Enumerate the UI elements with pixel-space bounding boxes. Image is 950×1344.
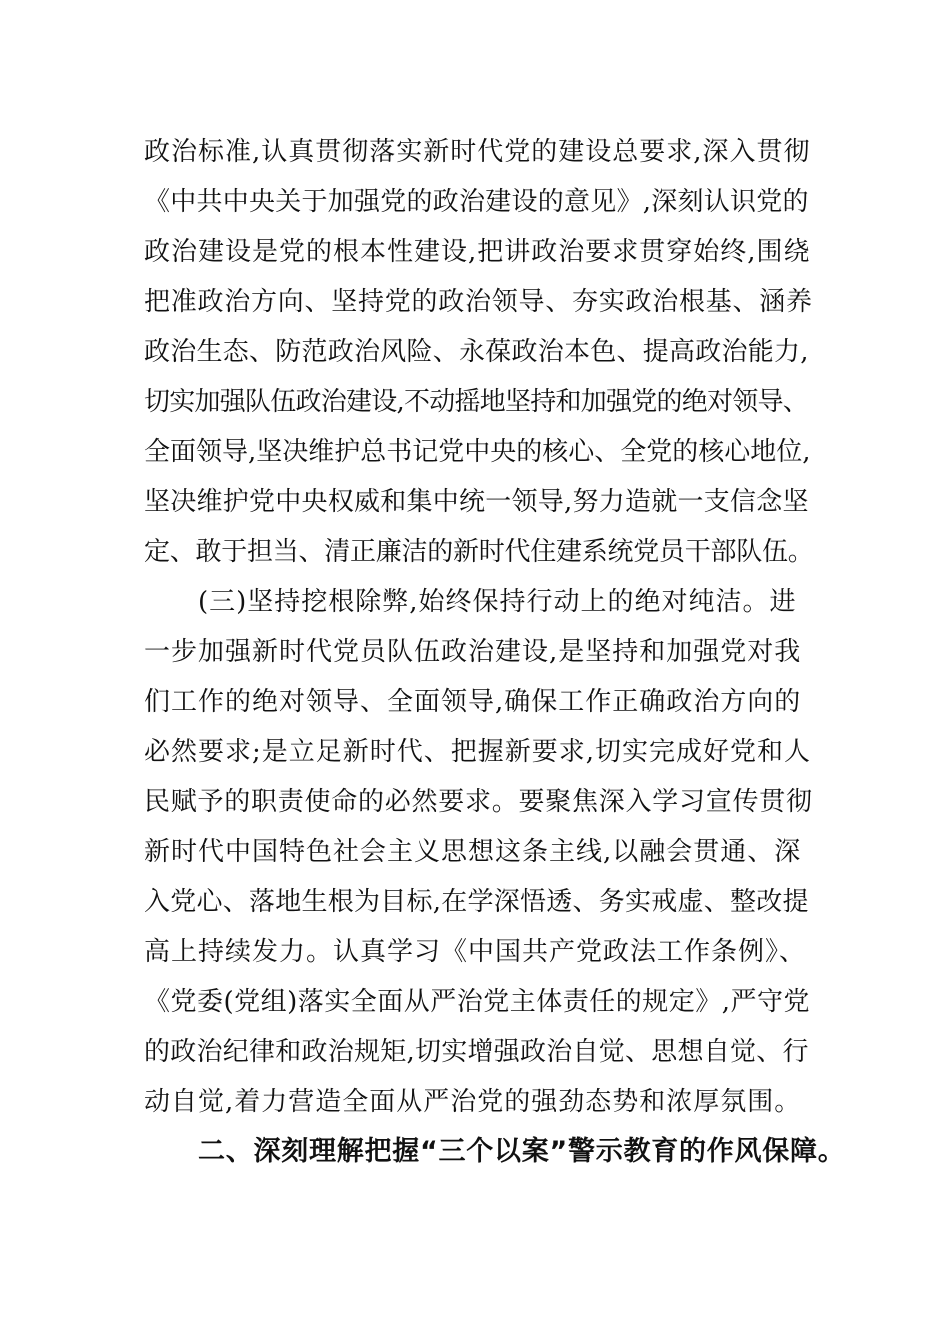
body-line: 定、敢于担当、清正廉洁的新时代住建系统党员干部队伍。 [144,537,814,567]
body-line: 的政治纪律和政治规矩,切实增强政治自觉、思想自觉、行 [144,1037,809,1067]
body-line: 一步加强新时代党员队伍政治建设,是坚持和加强党对我 [144,637,802,667]
body-line: 新时代中国特色社会主义思想这条主线,以融会贯通、深 [144,837,802,867]
body-line: 们工作的绝对领导、全面领导,确保工作正确政治方向的 [144,687,802,717]
body-line: 全面领导,坚决维护总书记党中央的核心、全党的核心地位, [144,437,811,467]
body-line: 必然要求;是立足新时代、把握新要求,切实完成好党和人 [144,737,812,767]
body-line: 民赋予的职责使命的必然要求。要聚焦深入学习宣传贯彻 [144,787,813,817]
subsection-title-line: (三)坚持挖根除弊,始终保持行动上的绝对纯洁。进 [198,587,797,617]
body-line: 《中共中央关于加强党的政治建设的意见》,深刻认识党的 [144,187,809,217]
body-line: 政治标准,认真贯彻落实新时代党的建设总要求,深入贯彻 [144,137,811,167]
body-line: 政治生态、防范政治风险、永葆政治本色、提高政治能力, [144,337,809,367]
body-line: 把准政治方向、坚持党的政治领导、夯实政治根基、涵养 [144,287,813,317]
body-line: 政治建设是党的根本性建设,把讲政治要求贯穿始终,围绕 [144,237,811,267]
body-line: 高上持续发力。认真学习《中国共产党政法工作条例》、 [144,937,807,967]
body-line: 坚决维护党中央权威和集中统一领导,努力造就一支信念坚 [144,487,809,517]
body-line: 《党委(党组)落实全面从严治党主体责任的规定》,严守党 [144,987,811,1017]
body-line: 切实加强队伍政治建设,不动摇地坚持和加强党的绝对领导、 [144,387,809,417]
section-heading: 二、深刻理解把握“三个以案”警示教育的作风保障。 [198,1136,846,1167]
body-line: 入党心、落地生根为目标,在学深悟透、务实戒虚、整改提 [144,887,809,917]
body-line: 动自觉,着力营造全面从严治党的强劲态势和浓厚氛围。 [144,1087,802,1117]
